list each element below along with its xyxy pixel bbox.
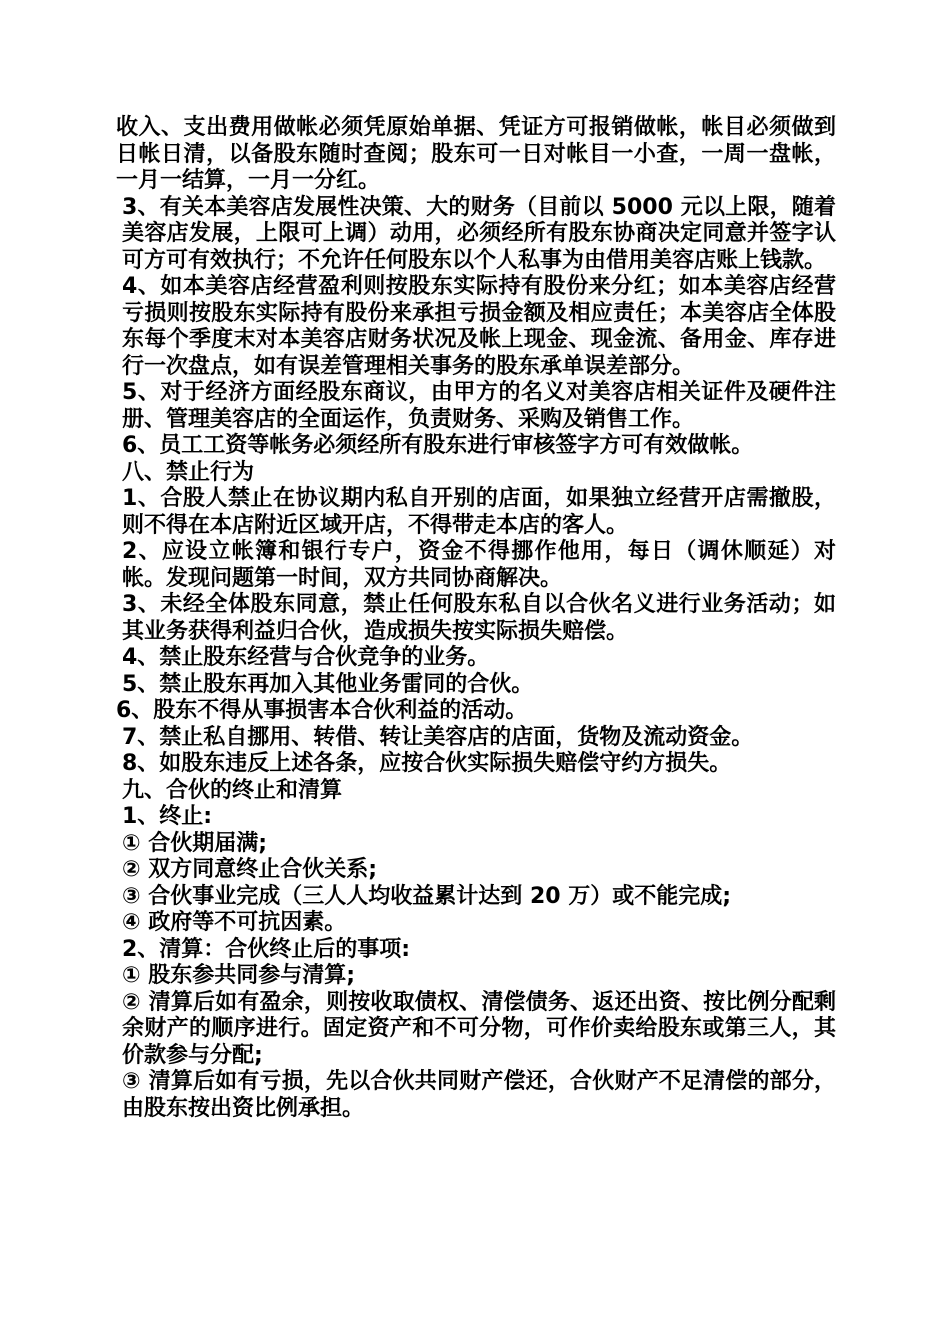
paragraph-termination-b: ② 双方同意终止合伙关系; [122, 857, 378, 882]
paragraph-item-3-decisions: 3、有关本美容店发展性决策、大的财务（目前以 5000 元以上限，随着美容店发展，上限可上调）动用，必须经所有股东协商决定同意并签字认可方可有效执行；不允许任何股东以个人私事为由借用美容店账上钱款。 [122, 194, 836, 273]
paragraph-liquidation-c: ③ 清算后如有亏损，先以合伙共同财产偿还，合伙财产不足清偿的部分，由股东按出资比例承担。 [122, 1069, 836, 1121]
paragraph-liquidation-a: ① 股东参共同参与清算; [122, 963, 356, 988]
paragraph-item-4-profit: 4、如本美容店经营盈利则按股东实际持有股份来分红；如本美容店经营亏损则按股东实际持有股份来承担亏损金额及相应责任；本美容店全体股东每个季度末对本美容店财务状况及帐上现金、现金流、备用金、库存进行一次盘点，如有误差管理相关事务的股东承单误差部分。 [122, 274, 836, 379]
paragraph-prohibit-5: 5、禁止股东再加入其他业务雷同的合伙。 [122, 671, 534, 697]
paragraph-prohibit-8: 8、如股东违反上述各条，应按合伙实际损失赔偿守约方损失。 [122, 751, 732, 776]
paragraph-prohibit-2: 2、应设立帐簿和银行专户，资金不得挪作他用，每日（调休顺延）对帐。发现问题第一时间，双方共同协商解决。 [122, 539, 836, 591]
paragraph-termination-d: ④ 政府等不可抗因素。 [122, 910, 347, 935]
paragraph-prohibit-1: 1、合股人禁止在协议期内私自开别的店面，如果独立经营开店需撤股，则不得在本店附近区域开店，不得带走本店的客人。 [122, 486, 836, 538]
paragraph-item-5-management: 5、对于经济方面经股东商议，由甲方的名义对美容店相关证件及硬件注册、管理美容店的全面运作，负责财务、采购及销售工作。 [122, 380, 836, 432]
paragraph-prohibit-3: 3、未经全体股东同意，禁止任何股东私自以合伙名义进行业务活动；如其业务获得利益归合伙，造成损失按实际损失赔偿。 [122, 592, 836, 644]
paragraph-termination-c: ③ 合伙事业完成（三人人均收益累计达到 20 万）或不能完成; [122, 883, 732, 909]
paragraph-liquidation-title: 2、清算：合伙终止后的事项: [122, 936, 411, 962]
section-heading-termination: 九、合伙的终止和清算 [122, 777, 343, 803]
section-heading-prohibited: 八、禁止行为 [122, 459, 255, 485]
paragraph-prohibit-6: 6、股东不得从事损害本合伙利益的活动。 [116, 698, 528, 723]
paragraph-accounting: 收入、支出费用做帐必须凭原始单据、凭证方可报销做帐，帐目必须做到日帐日清，以备股东随时查阅；股东可一日对帐目一小查，一周一盘帐，一月一结算，一月一分红。 [116, 115, 836, 193]
paragraph-prohibit-7: 7、禁止私自挪用、转借、转让美容店的店面，货物及流动资金。 [122, 724, 754, 750]
paragraph-prohibit-4: 4、禁止股东经营与合伙竞争的业务。 [122, 645, 490, 670]
paragraph-item-6-wages: 6、员工工资等帐务必须经所有股东进行审核签字方可有效做帐。 [122, 433, 754, 458]
paragraph-termination-a: ① 合伙期届满; [122, 830, 268, 856]
paragraph-termination-title: 1、终止: [122, 804, 213, 829]
document-body [116, 115, 836, 1122]
paragraph-liquidation-b: ② 清算后如有盈余，则按收取债权、清偿债务、返还出资、按比例分配剩余财产的顺序进行。固定资产和不可分物，可作价卖给股东或第三人，其价款参与分配; [122, 989, 836, 1068]
